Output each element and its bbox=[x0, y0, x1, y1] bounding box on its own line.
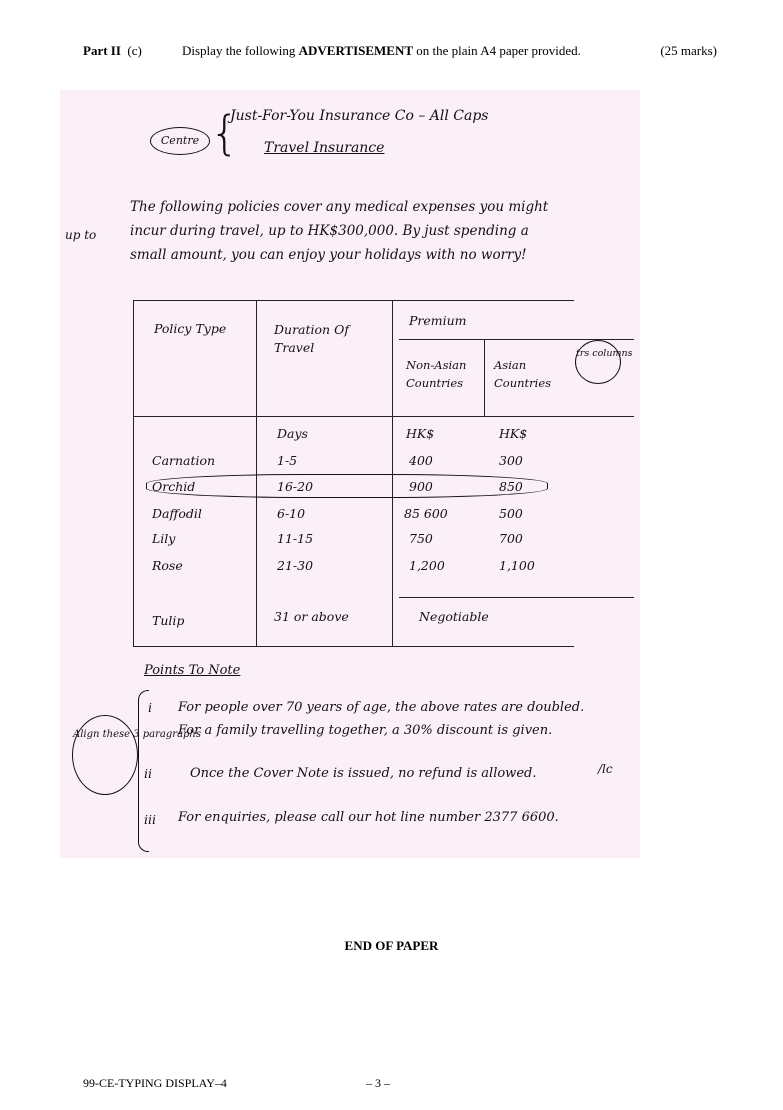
end-of-paper: END OF PAPER bbox=[344, 938, 439, 953]
unit-hk-asian: HK$ bbox=[499, 426, 528, 441]
header-non-asian: Non-Asian Countries bbox=[406, 358, 467, 390]
ad-title-line2: Travel Insurance bbox=[264, 140, 385, 156]
brace-icon: { bbox=[210, 106, 240, 160]
row-duration: 6-10 bbox=[277, 506, 306, 521]
row-duration: 1-5 bbox=[277, 453, 298, 468]
row-non-asian: 1,200 bbox=[409, 558, 445, 573]
row-asian: 500 bbox=[499, 506, 523, 521]
header-policy-type: Policy Type bbox=[154, 321, 227, 336]
row-type-tulip: Tulip bbox=[152, 613, 185, 628]
unit-days: Days bbox=[277, 426, 308, 441]
row-asian: 300 bbox=[499, 453, 523, 468]
row-type: Carnation bbox=[152, 453, 216, 468]
point-text: For people over 70 years of age, the above rates are doubled. For a family travelling together, a 30% discount is given. bbox=[178, 700, 585, 738]
point-text: Once the Cover Note is issued, no refund is allowed. bbox=[190, 766, 537, 781]
point-number: i bbox=[148, 700, 152, 715]
point-text: For enquiries, please call our hot line number 2377 6600. bbox=[178, 810, 559, 825]
exam-header bbox=[83, 43, 723, 63]
ad-title-line1: Just-For-You Insurance Co – All Caps bbox=[230, 108, 489, 124]
align-paragraphs-note: Align these 3 paragraphs bbox=[72, 715, 138, 795]
lowercase-mark: /lc bbox=[598, 762, 613, 776]
row-asian: 850 bbox=[499, 479, 523, 494]
point-number: iii bbox=[144, 812, 156, 827]
unit-hk-non-asian: HK$ bbox=[406, 426, 435, 441]
row-non-asian: 900 bbox=[409, 479, 433, 494]
header-asian: Asian Countries bbox=[494, 358, 552, 390]
header-duration: Duration Of Travel bbox=[274, 322, 349, 355]
row-non-asian: 85 600 bbox=[404, 506, 448, 521]
row-type: Rose bbox=[152, 558, 183, 573]
row-premium-tulip: Negotiable bbox=[419, 609, 489, 624]
part-label: Part II (c) bbox=[83, 43, 142, 58]
orchid-move-mark bbox=[146, 474, 548, 498]
row-duration-tulip: 31 or above bbox=[274, 609, 349, 624]
row-duration: 11-15 bbox=[277, 531, 314, 546]
row-duration: 21-30 bbox=[277, 558, 314, 573]
row-type: Daffodil bbox=[152, 506, 202, 521]
row-non-asian: 400 bbox=[409, 453, 433, 468]
point-number: ii bbox=[144, 766, 152, 781]
marks-label: (25 marks) bbox=[660, 43, 717, 58]
handwritten-draft bbox=[60, 90, 640, 858]
question-instruction: Display the following ADVERTISEMENT on the plain A4 paper provided. bbox=[182, 43, 581, 58]
header-premium: Premium bbox=[409, 313, 467, 328]
footer-page-number: – 3 – bbox=[366, 1076, 390, 1090]
row-asian: 1,100 bbox=[499, 558, 535, 573]
points-title: Points To Note bbox=[144, 663, 241, 678]
row-non-asian: 750 bbox=[409, 531, 433, 546]
footer-code: 99-CE-TYPING DISPLAY–4 bbox=[83, 1076, 227, 1090]
trs-columns-note: trs columns bbox=[575, 340, 621, 384]
centre-note: Centre bbox=[150, 127, 210, 155]
row-type: Lily bbox=[152, 531, 176, 546]
row-asian: 700 bbox=[499, 531, 523, 546]
row-duration: 16-20 bbox=[277, 479, 314, 494]
margin-note-up-to: up to bbox=[65, 228, 97, 242]
row-type: Orchid bbox=[152, 479, 196, 494]
intro-paragraph: The following policies cover any medical expenses you might incur during travel, up to HK$300,000. By just spending a small amount, you can enjoy your holidays with no worry! bbox=[130, 199, 549, 263]
